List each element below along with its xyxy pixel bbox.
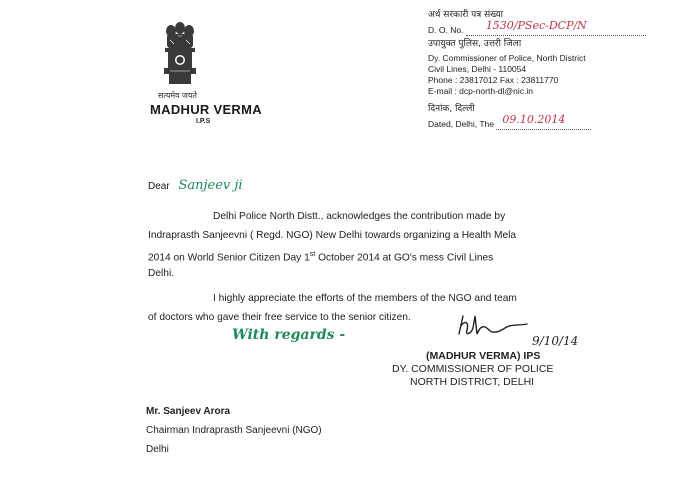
signatory-district: NORTH DISTRICT, DELHI	[410, 376, 535, 388]
paragraph-2-line-1: I highly appreciate the efforts of the members of the NGO and team	[213, 293, 517, 304]
closing-regards: With regards -	[232, 327, 346, 343]
paragraph-1-line-3a: 2014 on World Senior Citizen Day 1	[148, 252, 310, 264]
salutation-word: Dear	[148, 181, 170, 192]
signatory-designation: DY. COMMISSIONER OF POLICE	[392, 363, 554, 375]
date-value: 09.10.2014	[502, 113, 566, 126]
signature-icon	[455, 312, 535, 342]
do-number-row	[428, 19, 646, 36]
recipient-name: Mr. Sanjeev Arora	[146, 406, 231, 417]
office-address: Civil Lines, Delhi - 110054	[428, 64, 527, 74]
paragraph-2-line-2: of doctors who gave their free service to the senior citizen.	[148, 312, 411, 323]
do-number-line	[466, 19, 646, 36]
signatory-name: (MADHUR VERMA) IPS	[426, 350, 541, 362]
office-phone: Phone : 23817012 Fax : 23811770	[428, 75, 559, 85]
recipient-title: Chairman Indraprasth Sanjeevni (NGO)	[146, 425, 322, 436]
paragraph-1-line-2: Indraprasth Sanjeevni ( Regd. NGO) New Delhi towards organizing a Health Mela	[148, 230, 517, 241]
recipient-city: Delhi	[146, 444, 169, 455]
date-label: Dated, Delhi, The	[428, 119, 494, 129]
office-email: E-mail : dcp-north-dl@nic.in	[428, 86, 533, 96]
do-number-label: D. O. No.	[428, 25, 464, 35]
officer-service: I.P.S	[196, 118, 211, 125]
date-row	[428, 113, 591, 130]
paragraph-1-line-1: Delhi Police North Distt., acknowledges the contribution made by	[213, 211, 506, 222]
do-number-hindi: अर्ध सरकारी पत्र संख्या	[428, 10, 503, 20]
signature-date: 9/10/14	[532, 334, 579, 348]
national-emblem-icon	[160, 20, 200, 88]
officer-name: MADHUR VERMA	[150, 102, 262, 117]
paragraph-1-line-4: Delhi.	[148, 268, 175, 279]
paragraph-1-line-3b: October 2014 at GO's mess Civil Lines	[315, 252, 494, 264]
date-hindi: दिनांक, दिल्ली	[428, 104, 475, 114]
emblem-motto: सत्यमेव जयते	[158, 91, 197, 100]
salutation-name: Sanjeev ji	[178, 178, 243, 193]
paragraph-1-line-3	[148, 245, 493, 267]
date-line	[496, 113, 591, 130]
office-title-hindi: उपायुक्त पुलिस, उत्तरी जिला	[428, 39, 522, 49]
do-number-value: 1530/PSec-DCP/N	[485, 19, 587, 32]
salutation	[148, 178, 243, 193]
ordinal-suffix: st	[309, 251, 316, 258]
office-title: Dy. Commissioner of Police, North District	[428, 53, 586, 63]
